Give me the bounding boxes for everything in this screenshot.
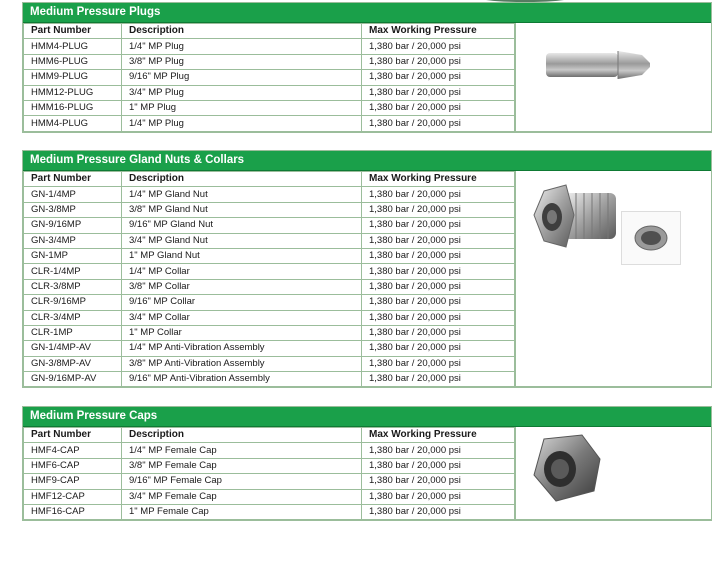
part-number-cell: HMF6-CAP <box>24 458 122 473</box>
part-number-cell: GN-3/4MP <box>24 233 122 248</box>
plugs-section <box>22 2 712 133</box>
pressure-cell: 1,380 bar / 20,000 psi <box>362 39 515 54</box>
pressure-cell: 1,380 bar / 20,000 psi <box>362 264 515 279</box>
gland-image-cell <box>515 171 711 387</box>
pressure-cell: 1,380 bar / 20,000 psi <box>362 233 515 248</box>
table-header-row <box>24 428 515 443</box>
part-number-cell: HMM4-PLUG <box>24 39 122 54</box>
collar-image <box>621 211 681 265</box>
table-row <box>24 458 515 473</box>
description-cell: 1" MP Female Cap <box>122 504 362 519</box>
pressure-cell: 1,380 bar / 20,000 psi <box>362 341 515 356</box>
col-part-number: Part Number <box>24 24 122 39</box>
part-number-cell: HMM12-PLUG <box>24 85 122 100</box>
table-row <box>24 54 515 69</box>
table-row <box>24 504 515 519</box>
col-max-pressure: Max Working Pressure <box>362 24 515 39</box>
col-max-pressure: Max Working Pressure <box>362 172 515 187</box>
col-description: Description <box>122 428 362 443</box>
plugs-table <box>23 23 515 132</box>
table-row <box>24 474 515 489</box>
description-cell: 3/4" MP Collar <box>122 310 362 325</box>
pressure-cell: 1,380 bar / 20,000 psi <box>362 474 515 489</box>
part-number-cell: GN-1/4MP-AV <box>24 341 122 356</box>
caps-image-cell <box>515 427 711 520</box>
table-row <box>24 39 515 54</box>
pressure-cell: 1,380 bar / 20,000 psi <box>362 54 515 69</box>
part-number-cell: HMF4-CAP <box>24 443 122 458</box>
table-row <box>24 202 515 217</box>
description-cell: 3/4" MP Gland Nut <box>122 233 362 248</box>
pressure-cell: 1,380 bar / 20,000 psi <box>362 295 515 310</box>
description-cell: 1/4" MP Plug <box>122 39 362 54</box>
description-cell: 1" MP Gland Nut <box>122 248 362 263</box>
part-number-cell: CLR-3/8MP <box>24 279 122 294</box>
description-cell: 9/16" MP Collar <box>122 295 362 310</box>
part-number-cell: GN-9/16MP-AV <box>24 372 122 387</box>
pressure-cell: 1,380 bar / 20,000 psi <box>362 218 515 233</box>
part-number-cell: GN-3/8MP <box>24 202 122 217</box>
description-cell: 1/4" MP Anti-Vibration Assembly <box>122 341 362 356</box>
table-row <box>24 372 515 387</box>
pressure-cell: 1,380 bar / 20,000 psi <box>362 100 515 115</box>
pressure-cell: 1,380 bar / 20,000 psi <box>362 116 515 131</box>
description-cell: 9/16" MP Female Cap <box>122 474 362 489</box>
col-part-number: Part Number <box>24 172 122 187</box>
part-number-cell: HMF16-CAP <box>24 504 122 519</box>
part-number-cell: GN-1MP <box>24 248 122 263</box>
section-title: Medium Pressure Plugs <box>23 3 711 23</box>
description-cell: 9/16" MP Anti-Vibration Assembly <box>122 372 362 387</box>
gland-table <box>23 171 515 387</box>
part-number-cell: CLR-3/4MP <box>24 310 122 325</box>
part-number-cell: CLR-9/16MP <box>24 295 122 310</box>
description-cell: 3/4" MP Plug <box>122 85 362 100</box>
description-cell: 9/16" MP Gland Nut <box>122 218 362 233</box>
description-cell: 3/8" MP Female Cap <box>122 458 362 473</box>
collar-icon <box>622 212 680 264</box>
part-number-cell: CLR-1MP <box>24 325 122 340</box>
description-cell: 1/4" MP Gland Nut <box>122 187 362 202</box>
female-cap-image <box>526 429 606 509</box>
pressure-cell: 1,380 bar / 20,000 psi <box>362 310 515 325</box>
description-cell: 9/16" MP Plug <box>122 70 362 85</box>
part-number-cell: GN-9/16MP <box>24 218 122 233</box>
part-number-cell: HMM16-PLUG <box>24 100 122 115</box>
part-number-cell: HMM9-PLUG <box>24 70 122 85</box>
plug-image <box>538 33 658 93</box>
pressure-cell: 1,380 bar / 20,000 psi <box>362 70 515 85</box>
part-number-cell: HMM6-PLUG <box>24 54 122 69</box>
table-row <box>24 489 515 504</box>
description-cell: 3/8" MP Gland Nut <box>122 202 362 217</box>
description-cell: 3/8" MP Anti-Vibration Assembly <box>122 356 362 371</box>
part-number-cell: HMF12-CAP <box>24 489 122 504</box>
part-number-cell: HMF9-CAP <box>24 474 122 489</box>
description-cell: 3/8" MP Plug <box>122 54 362 69</box>
table-row <box>24 443 515 458</box>
section-title: Medium Pressure Gland Nuts & Collars <box>23 151 711 171</box>
table-row <box>24 116 515 131</box>
plugs-image-cell <box>515 23 711 132</box>
col-description: Description <box>122 172 362 187</box>
part-number-cell: GN-1/4MP <box>24 187 122 202</box>
description-cell: 3/4" MP Female Cap <box>122 489 362 504</box>
section-title: Medium Pressure Caps <box>23 407 711 427</box>
table-row <box>24 248 515 263</box>
gland-nut-image <box>524 179 624 259</box>
col-part-number: Part Number <box>24 428 122 443</box>
pressure-cell: 1,380 bar / 20,000 psi <box>362 248 515 263</box>
description-cell: 3/8" MP Collar <box>122 279 362 294</box>
table-row <box>24 218 515 233</box>
pressure-cell: 1,380 bar / 20,000 psi <box>362 187 515 202</box>
pressure-cell: 1,380 bar / 20,000 psi <box>362 85 515 100</box>
pressure-cell: 1,380 bar / 20,000 psi <box>362 489 515 504</box>
part-number-cell: CLR-1/4MP <box>24 264 122 279</box>
table-row <box>24 279 515 294</box>
caps-section <box>22 406 712 521</box>
part-number-cell: HMM4-PLUG <box>24 116 122 131</box>
col-description: Description <box>122 24 362 39</box>
table-row <box>24 341 515 356</box>
pressure-cell: 1,380 bar / 20,000 psi <box>362 443 515 458</box>
pressure-cell: 1,380 bar / 20,000 psi <box>362 279 515 294</box>
table-row <box>24 100 515 115</box>
part-number-cell: GN-3/8MP-AV <box>24 356 122 371</box>
caps-table <box>23 427 515 520</box>
pressure-cell: 1,380 bar / 20,000 psi <box>362 458 515 473</box>
pressure-cell: 1,380 bar / 20,000 psi <box>362 325 515 340</box>
table-row <box>24 325 515 340</box>
table-row <box>24 295 515 310</box>
table-row <box>24 264 515 279</box>
description-cell: 1/4" MP Female Cap <box>122 443 362 458</box>
pressure-cell: 1,380 bar / 20,000 psi <box>362 356 515 371</box>
table-header-row <box>24 172 515 187</box>
table-row <box>24 85 515 100</box>
description-cell: 1" MP Collar <box>122 325 362 340</box>
table-row <box>24 233 515 248</box>
pressure-cell: 1,380 bar / 20,000 psi <box>362 372 515 387</box>
table-row <box>24 356 515 371</box>
col-max-pressure: Max Working Pressure <box>362 428 515 443</box>
gland-section <box>22 150 712 388</box>
description-cell: 1" MP Plug <box>122 100 362 115</box>
pressure-cell: 1,380 bar / 20,000 psi <box>362 202 515 217</box>
description-cell: 1/4" MP Collar <box>122 264 362 279</box>
pressure-cell: 1,380 bar / 20,000 psi <box>362 504 515 519</box>
description-cell: 1/4" MP Plug <box>122 116 362 131</box>
table-header-row <box>24 24 515 39</box>
table-row <box>24 70 515 85</box>
table-row <box>24 310 515 325</box>
table-row <box>24 187 515 202</box>
